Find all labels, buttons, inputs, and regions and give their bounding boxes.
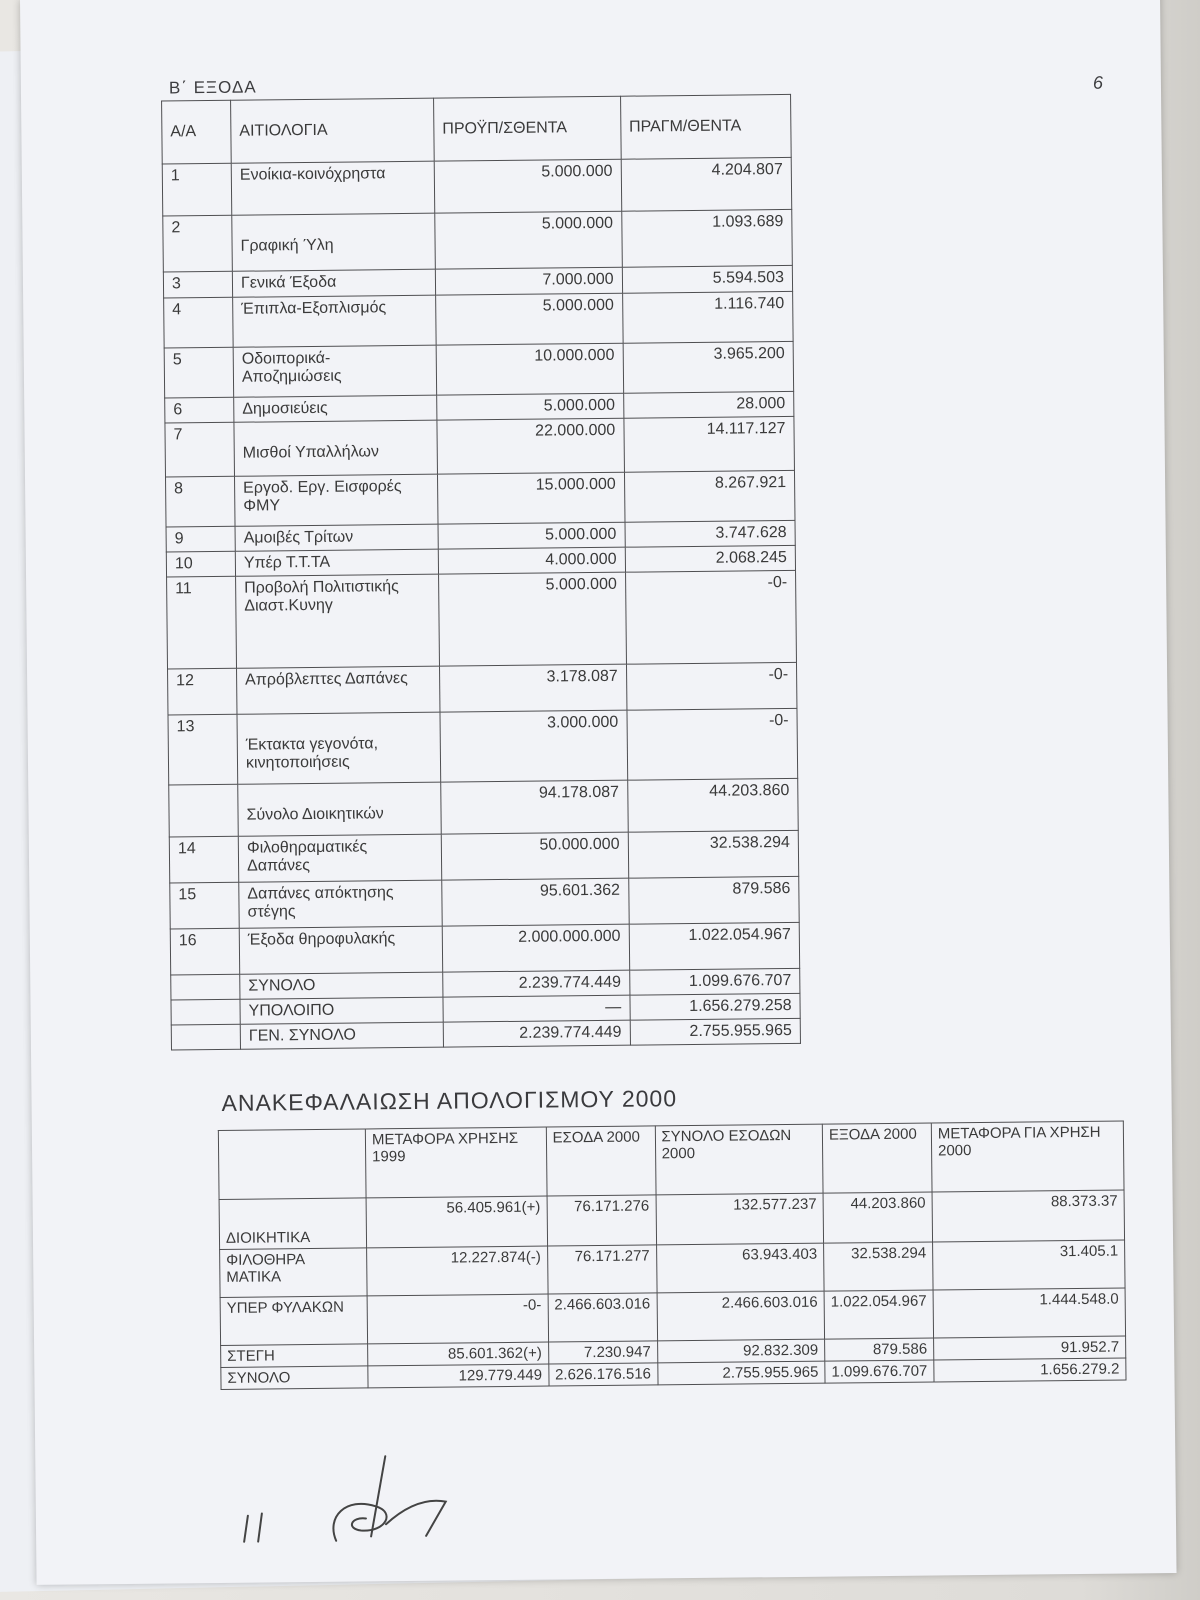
row-realized: -0- xyxy=(626,662,797,710)
summary-title: ΑΝΑΚΕΦΑΛΑΙΩΣΗ ΑΠΟΛΟΓΙΣΜΟΥ 2000 xyxy=(221,1085,678,1116)
page-number: 6 xyxy=(1092,72,1104,93)
row-cell: 88.373.37 xyxy=(932,1190,1125,1242)
summary-header-carryover-2000: ΜΕΤΑΦΟΡΑ ΓΙΑ ΧΡΗΣΗ 2000 xyxy=(931,1121,1124,1192)
table-row xyxy=(165,416,795,477)
row-realized: 2.068.245 xyxy=(625,545,796,572)
row-cell: 132.577.237 xyxy=(656,1193,824,1245)
row-realized: 1.022.054.967 xyxy=(629,922,800,970)
row-description: Έπιπλα-Εξοπλισμός xyxy=(233,295,437,347)
row-budgeted: 50.000.000 xyxy=(441,832,628,880)
row-number: 16 xyxy=(170,928,239,975)
row-cell: 1.656.279.2 xyxy=(934,1358,1126,1382)
header-budgeted: ΠΡΟΫΠ/ΣΘΕΝΤΑ xyxy=(434,96,621,161)
row-realized: 3.965.200 xyxy=(623,341,794,393)
row-cell: 2.626.176.516 xyxy=(548,1363,657,1386)
row-budgeted: 3.000.000 xyxy=(440,710,627,782)
row-cell: -0- xyxy=(367,1294,548,1344)
row-budgeted: 2.239.774.449 xyxy=(443,970,630,997)
table-row-grand-total xyxy=(171,1018,800,1050)
table-row xyxy=(169,830,798,883)
row-number xyxy=(171,999,240,1025)
expenses-header-row xyxy=(162,94,792,164)
row-description: Μισθοί Υπαλλήλων xyxy=(234,420,438,476)
row-cell: 92.832.309 xyxy=(657,1339,825,1363)
row-number: 6 xyxy=(165,397,234,423)
summary-header-carryover-1999: ΜΕΤΑΦΟΡΑ ΧΡΗΣΗΣ 1999 xyxy=(365,1127,546,1198)
row-cell: 1.099.676.707 xyxy=(825,1360,934,1383)
row-description: Σύνολο Διοικητικών xyxy=(238,782,442,836)
header-aa: Α/Α xyxy=(162,100,232,164)
row-cell: 12.227.874(-) xyxy=(367,1246,548,1296)
row-realized: 32.538.294 xyxy=(628,830,799,878)
row-budgeted: 95.601.362 xyxy=(442,878,629,926)
row-description: ΥΠΟΛΟΙΠΟ xyxy=(240,997,443,1024)
row-realized: -0- xyxy=(627,708,798,780)
row-realized: 1.656.279.258 xyxy=(630,993,801,1020)
row-description: Έξοδα θηροφυλακής xyxy=(239,926,442,974)
expenses-table xyxy=(161,94,801,1051)
summary-header-revenue-2000: ΕΣΟΔΑ 2000 xyxy=(546,1126,656,1196)
summary-table xyxy=(218,1121,1127,1390)
table-row xyxy=(168,708,798,785)
row-budgeted: 4.000.000 xyxy=(438,547,625,574)
row-budgeted: 3.178.087 xyxy=(439,664,626,712)
table-row xyxy=(164,291,793,348)
row-realized: -0- xyxy=(625,570,796,664)
row-budgeted: 5.000.000 xyxy=(438,522,625,549)
row-description: ΓΕΝ. ΣΥΝΟΛΟ xyxy=(240,1022,443,1049)
row-cell: 85.601.362(+) xyxy=(368,1342,549,1366)
row-cell: 879.586 xyxy=(825,1338,934,1361)
header-realized: ΠΡΑΓΜ/ΘΕΝΤΑ xyxy=(620,94,791,159)
row-realized: 14.117.127 xyxy=(624,416,795,472)
row-description: Γραφική Ύλη xyxy=(232,213,436,271)
row-budgeted: 22.000.000 xyxy=(437,418,624,474)
row-budgeted: 10.000.000 xyxy=(436,343,623,395)
row-budgeted: 15.000.000 xyxy=(437,472,624,524)
handwritten-signature xyxy=(235,1435,476,1548)
row-budgeted: 7.000.000 xyxy=(435,267,622,295)
row-description: Ενοίκια-κοινόχρηστα xyxy=(231,161,435,215)
row-cell: 76.171.277 xyxy=(547,1245,656,1294)
row-budgeted: 5.000.000 xyxy=(439,572,627,666)
row-budgeted: 5.000.000 xyxy=(435,211,622,269)
row-number xyxy=(171,974,240,1000)
section-title: Β΄ ΕΞΟΔΑ xyxy=(168,77,257,98)
document-page xyxy=(20,0,1177,1585)
row-realized: 28.000 xyxy=(623,391,794,418)
row-description: Οδοιπορικά-Αποζημιώσεις xyxy=(233,345,437,397)
row-label: ΥΠΕΡ ΦΥΛΑΚΩΝ xyxy=(220,1296,367,1346)
row-description: ΣΥΝΟΛΟ xyxy=(240,972,443,999)
table-row xyxy=(166,470,795,527)
row-number xyxy=(171,1024,240,1050)
row-description: Αμοιβές Τρίτων xyxy=(235,524,438,551)
row-realized: 2.755.955.965 xyxy=(630,1018,801,1045)
row-number: 15 xyxy=(170,882,239,929)
row-number: 8 xyxy=(166,476,236,527)
row-cell: 1.022.054.967 xyxy=(824,1290,933,1339)
row-description: Γενικά Έξοδα xyxy=(232,269,435,297)
row-label: ΣΥΝΟΛΟ xyxy=(221,1366,368,1390)
row-description: Απρόβλεπτες Δαπάνες xyxy=(237,666,440,714)
row-budgeted: 5.000.000 xyxy=(434,159,621,213)
table-row xyxy=(164,341,793,398)
row-description: Δημοσιεύεις xyxy=(234,395,437,422)
row-budgeted: — xyxy=(443,995,630,1022)
row-number: 5 xyxy=(164,347,234,398)
row-realized: 3.747.628 xyxy=(625,520,796,547)
row-label: ΣΤΕΓΗ xyxy=(221,1344,368,1368)
row-cell: 2.466.603.016 xyxy=(657,1291,825,1341)
row-realized: 1.099.676.707 xyxy=(629,968,800,995)
row-description: Προβολή Πολιτιστικής Διαστ.Κυνηγ xyxy=(236,574,440,668)
row-number: 14 xyxy=(169,836,238,883)
row-number: 10 xyxy=(166,551,235,577)
row-number: 12 xyxy=(168,668,237,715)
table-row-subtotal xyxy=(169,778,799,837)
row-realized: 1.093.689 xyxy=(621,209,792,267)
row-number: 11 xyxy=(167,576,237,669)
summary-header-label xyxy=(218,1129,366,1200)
table-row xyxy=(168,662,797,715)
row-cell: 31.405.1 xyxy=(933,1240,1126,1290)
row-description: Εργοδ. Εργ. Εισφορές ΦΜΥ xyxy=(234,474,438,526)
row-cell: 2.466.603.016 xyxy=(548,1293,657,1342)
row-cell: 76.171.276 xyxy=(547,1195,656,1246)
table-row xyxy=(162,157,792,216)
summary-header-row xyxy=(218,1121,1124,1199)
row-cell: 63.943.403 xyxy=(656,1243,824,1293)
row-cell: 129.779.449 xyxy=(368,1364,549,1388)
row-cell: 1.444.548.0 xyxy=(933,1288,1126,1338)
row-number: 3 xyxy=(163,271,232,298)
row-budgeted: 2.239.774.449 xyxy=(443,1020,630,1047)
row-realized: 5.594.503 xyxy=(622,265,793,293)
row-realized: 8.267.921 xyxy=(624,470,795,522)
row-budgeted: 94.178.087 xyxy=(441,780,628,834)
table-row xyxy=(167,570,797,669)
row-description: Έκτακτα γεγονότα, κινητοποιήσεις xyxy=(237,712,441,784)
row-label: ΦΙΛΟΘΗΡΑ ΜΑΤΙΚΑ xyxy=(220,1248,367,1298)
row-number: 9 xyxy=(166,526,235,552)
table-row xyxy=(170,922,799,975)
row-description: Δαπάνες απόκτησης στέγης xyxy=(239,880,442,928)
row-number: 4 xyxy=(164,297,234,348)
row-cell: 32.538.294 xyxy=(824,1242,933,1291)
row-budgeted: 5.000.000 xyxy=(437,393,624,420)
summary-header-expenses-2000: ΕΞΟΔΑ 2000 xyxy=(822,1123,932,1193)
header-description: ΑΙΤΙΟΛΟΓΙΑ xyxy=(231,98,435,163)
row-realized: 44.203.860 xyxy=(627,778,798,832)
summary-header-total-revenue-2000: ΣΥΝΟΛΟ ΕΣΟΔΩΝ 2000 xyxy=(655,1124,823,1195)
row-number xyxy=(169,784,239,837)
row-description: Υπέρ Τ.Τ.ΤΑ xyxy=(235,549,438,576)
row-realized: 879.586 xyxy=(628,876,799,924)
row-number: 2 xyxy=(163,215,233,272)
table-row xyxy=(163,209,793,272)
row-label: ΔΙΟΙΚΗΤΙΚΑ xyxy=(219,1198,367,1250)
row-cell: 44.203.860 xyxy=(823,1192,932,1243)
row-cell: 2.755.955.965 xyxy=(657,1361,825,1385)
row-realized: 1.116.740 xyxy=(622,291,793,343)
row-budgeted: 2.000.000.000 xyxy=(442,924,629,972)
row-description: Φιλοθηραματικές Δαπάνες xyxy=(238,834,441,882)
row-cell: 91.952.7 xyxy=(934,1336,1126,1360)
row-number: 1 xyxy=(162,163,232,216)
row-number: 7 xyxy=(165,422,235,477)
row-cell: 7.230.947 xyxy=(548,1341,657,1364)
row-realized: 4.204.807 xyxy=(621,157,792,211)
row-budgeted: 5.000.000 xyxy=(436,293,623,345)
row-cell: 56.405.961(+) xyxy=(366,1196,547,1248)
row-number: 13 xyxy=(168,714,238,785)
table-row xyxy=(170,876,799,929)
